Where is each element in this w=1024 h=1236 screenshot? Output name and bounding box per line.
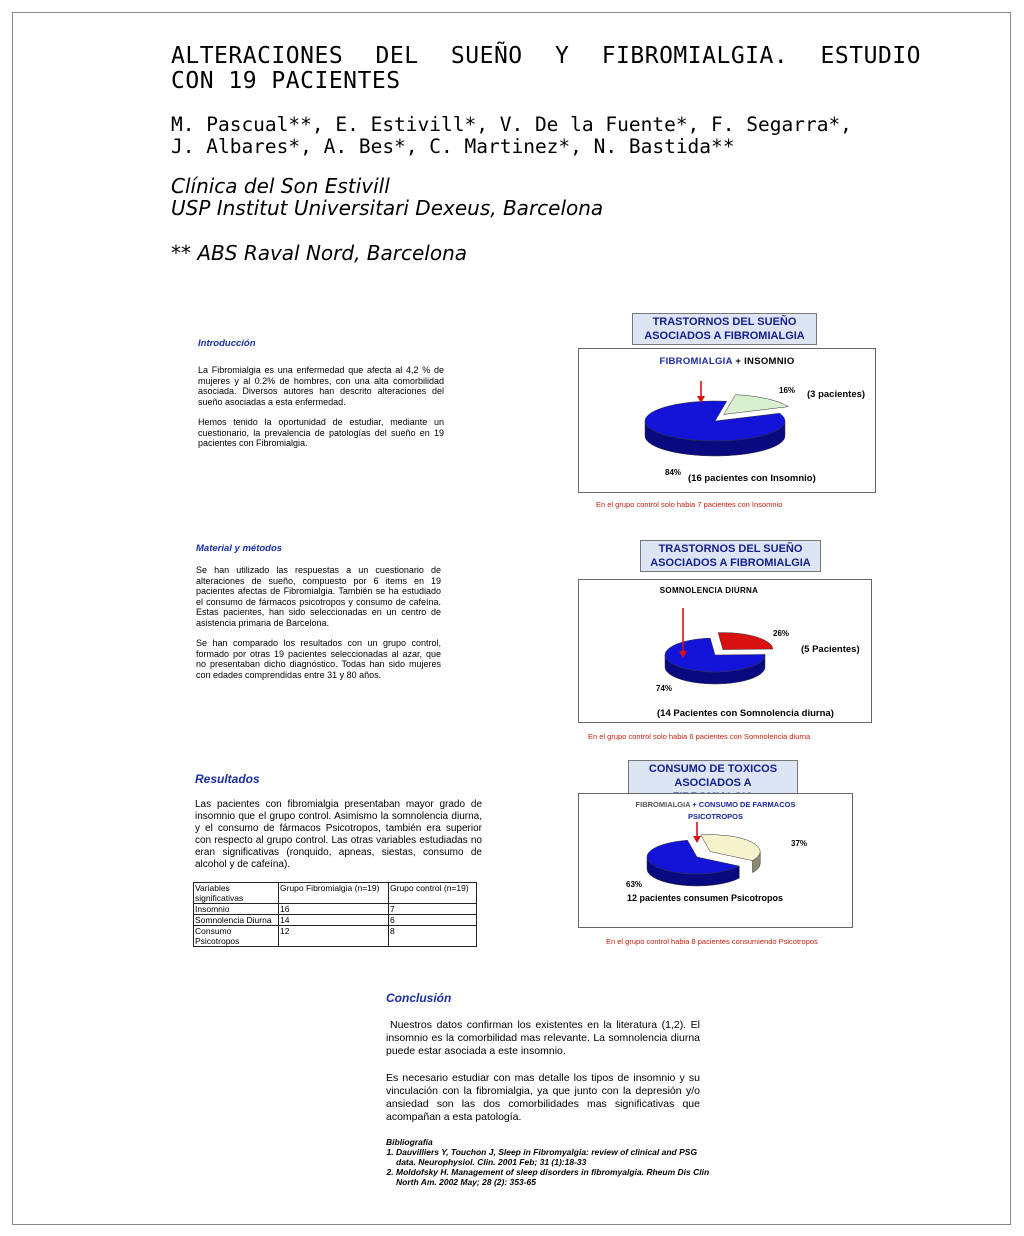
- results-heading: Resultados: [195, 772, 260, 786]
- authors-line-2: J. Albares*, A. Bes*, C. Martinez*, N. Bastida**: [171, 135, 735, 158]
- table-cell: 6: [389, 915, 477, 926]
- chart2-title-line-1: TRASTORNOS DEL SUEÑO: [658, 543, 803, 555]
- chart3-subtitle-b: + CONSUMO DE FARMACOS: [690, 800, 796, 809]
- pie-slice-minor: [701, 835, 761, 861]
- chart3-subtitle-a: FIBROMIALGIA: [635, 800, 691, 809]
- table-header-cell: Grupo Fibromialgia (n=19): [279, 883, 389, 904]
- table-header-cell: Variables significativas: [194, 883, 279, 904]
- affiliation-1: Clínica del Son Estivill: [171, 174, 390, 198]
- chart2-box-title: [640, 540, 821, 572]
- chart2-note: En el grupo control solo habia 6 pacientes con Somnolencia diurna: [588, 732, 811, 741]
- chart2-title-line-2: ASOCIADOS A FIBROMIALGIA: [650, 557, 811, 569]
- arrow-head: [693, 836, 701, 843]
- table-cell: 16: [279, 904, 389, 915]
- table-cell: 8: [389, 926, 477, 947]
- pie-slice-minor: [718, 633, 773, 650]
- table-cell: Somnolencia Diurna: [194, 915, 279, 926]
- pie-percent-label: 63%: [626, 880, 643, 889]
- table-cell: 14: [279, 915, 389, 926]
- table-cell: Consumo Psicotropos: [194, 926, 279, 947]
- chart2-subtitle: SOMNOLENCIA DIURNA: [659, 586, 759, 595]
- methods-heading: Material y métodos: [196, 543, 283, 554]
- methods-text: [196, 565, 441, 690]
- bibliography-item: 1. Dauvilliers Y, Touchon J, Sleep in Fibromyalgia: review of clinical and PSG data. Neurophysiol. Clin. 2001 Feb; 31 (1):18-33: [396, 1147, 716, 1167]
- chart1-box-title: [632, 313, 817, 345]
- title-line-2: CON 19 PACIENTES: [171, 68, 401, 94]
- title-line-1: ALTERACIONES DEL SUEÑO Y FIBROMIALGIA. ESTUDIO: [171, 43, 921, 69]
- authors: [171, 114, 852, 158]
- intro-paragraph-2: Hemos tenido la oportunidad de estudiar, mediante un cuestionario, la prevalencia de patologías del sueño en 19 pacientes con Fibromialgia.: [198, 417, 444, 448]
- chart2-panel: [578, 579, 872, 723]
- affiliations: [171, 175, 603, 219]
- affiliation-3: ** ABS Raval Nord, Barcelona: [171, 241, 468, 265]
- chart1-subtitle-a: FIBROMIALGIA: [659, 356, 733, 367]
- table-header-row: [194, 883, 477, 904]
- intro-heading: Introducción: [198, 338, 256, 349]
- authors-line-1: M. Pascual**, E. Estivill*, V. De la Fuente*, F. Segarra*,: [171, 113, 852, 136]
- chart1-title-line-2: ASOCIADOS A FIBROMIALGIA: [644, 330, 805, 342]
- bibliography-list: [386, 1147, 716, 1187]
- pie-slice-description: (5 Pacientes): [801, 644, 860, 655]
- chart1-subtitle-b: + INSOMNIO: [732, 356, 795, 367]
- pie-slice-description: 12 pacientes consumen Psicotropos: [627, 893, 784, 903]
- pie-slice-minor: [724, 395, 789, 415]
- chart2-svg: [579, 580, 871, 722]
- affiliation-2: USP Institut Universitari Dexeus, Barcelona: [171, 196, 604, 220]
- results-paragraph-1: Las pacientes con fibromialgia presentaban mayor grado de insomnio que el grupo control. Asimismo la somnolencia diurna, y el consumo de fármacos Psicotropos, también era superior con respecto al grupo control. Las otras variables estudiadas no eran significativas (ronquido, apneas, siestas, consumo de alcohol y de cafeína).: [195, 799, 482, 870]
- results-table: [193, 882, 477, 947]
- methods-paragraph-1: Se han utilizado las respuestas a un cuestionario de alteraciones de sueño, compuesto por 6 items en 19 pacientes afectas de Fibromialgia. También se ha estudiado el consumo de fármacos psicotropos y consumo de cafeína. Estas pacientes, han sido seleccionadas en un centro de asistencia primaria de Barcelona.: [196, 565, 441, 628]
- results-text: [195, 799, 482, 881]
- chart3-note: En el grupo control habia 8 pacientes consumiendo Psicotropos: [606, 937, 818, 946]
- chart3-title-line-2: ASOCIADOS A: [674, 777, 752, 789]
- pie-percent-label: 84%: [665, 468, 682, 477]
- pie-percent-label: 37%: [791, 839, 808, 848]
- chart3-panel: [578, 793, 853, 928]
- table-row: [194, 904, 477, 915]
- table-row: [194, 926, 477, 947]
- conclusion-paragraph-2: Es necesario estudiar con mas detalle los tipos de insomnio y su vinculación con la fibromialgia, ya que junto con la depresión y/o ansiedad son las dos comorbilidades mas significativas que acompañan a esta patología.: [386, 1072, 700, 1123]
- pie-percent-label: 16%: [779, 386, 796, 395]
- conclusion-text: [386, 1019, 700, 1134]
- table-cell: Insomnio: [194, 904, 279, 915]
- pie-slice-description: (16 pacientes con Insomnio): [688, 473, 816, 484]
- pie-percent-label: 74%: [656, 684, 673, 693]
- table-cell: 12: [279, 926, 389, 947]
- table-cell: 7: [389, 904, 477, 915]
- intro-text: [198, 365, 444, 459]
- pie-percent-label: 26%: [773, 629, 790, 638]
- chart1-note: En el grupo control solo habia 7 pacientes con Insomnio: [596, 500, 783, 509]
- pie-slice-description: (14 Pacientes con Somnolencia diurna): [657, 708, 834, 719]
- intro-paragraph-1: La Fibromialgia es una enfermedad que afecta al 4,2 % de mujeres y al 0.2% de hombres, con una alta comorbilidad asociada. Diversos autores han descrito alteraciones del sueño asociadas a esta enfermedad.: [198, 365, 444, 407]
- chart1-svg: [579, 349, 875, 492]
- conclusion-paragraph-1: Nuestros datos confirman los existentes en la literatura (1,2). El insomnio es la comorbilidad mas relevante. La somnolencia diurna puede estar asociada a este insomnio.: [386, 1019, 700, 1057]
- methods-paragraph-2: Se han comparado los resultados con un grupo control, formado por otras 19 pacientes seleccionadas al azar, que no presentaban dicho diagnóstico. Todas han sido mujeres con edades comprendidas entre 31 y 80 años.: [196, 638, 441, 680]
- pie-slice-description: (3 pacientes): [807, 389, 866, 400]
- chart3-title-line-1: CONSUMO DE TOXICOS: [648, 763, 778, 775]
- conclusion-heading: Conclusión: [386, 991, 452, 1005]
- bibliography-item: 2. Moldofsky H. Management of sleep disorders in fibromyalgia. Rheum Dis Clin North Am. 2002 May; 28 (2): 353-65: [396, 1167, 716, 1187]
- table-row: [194, 915, 477, 926]
- bibliography: [386, 1137, 716, 1187]
- poster-title: [171, 44, 921, 94]
- chart3-svg: [579, 794, 852, 927]
- chart1-title-line-1: TRASTORNOS DEL SUEÑO: [652, 316, 797, 328]
- table-header-cell: Grupo control (n=19): [389, 883, 477, 904]
- chart3-subtitle-c: PSICOTROPOS: [687, 812, 743, 821]
- bibliography-heading: Bibliografía: [386, 1137, 433, 1147]
- chart1-panel: [578, 348, 876, 493]
